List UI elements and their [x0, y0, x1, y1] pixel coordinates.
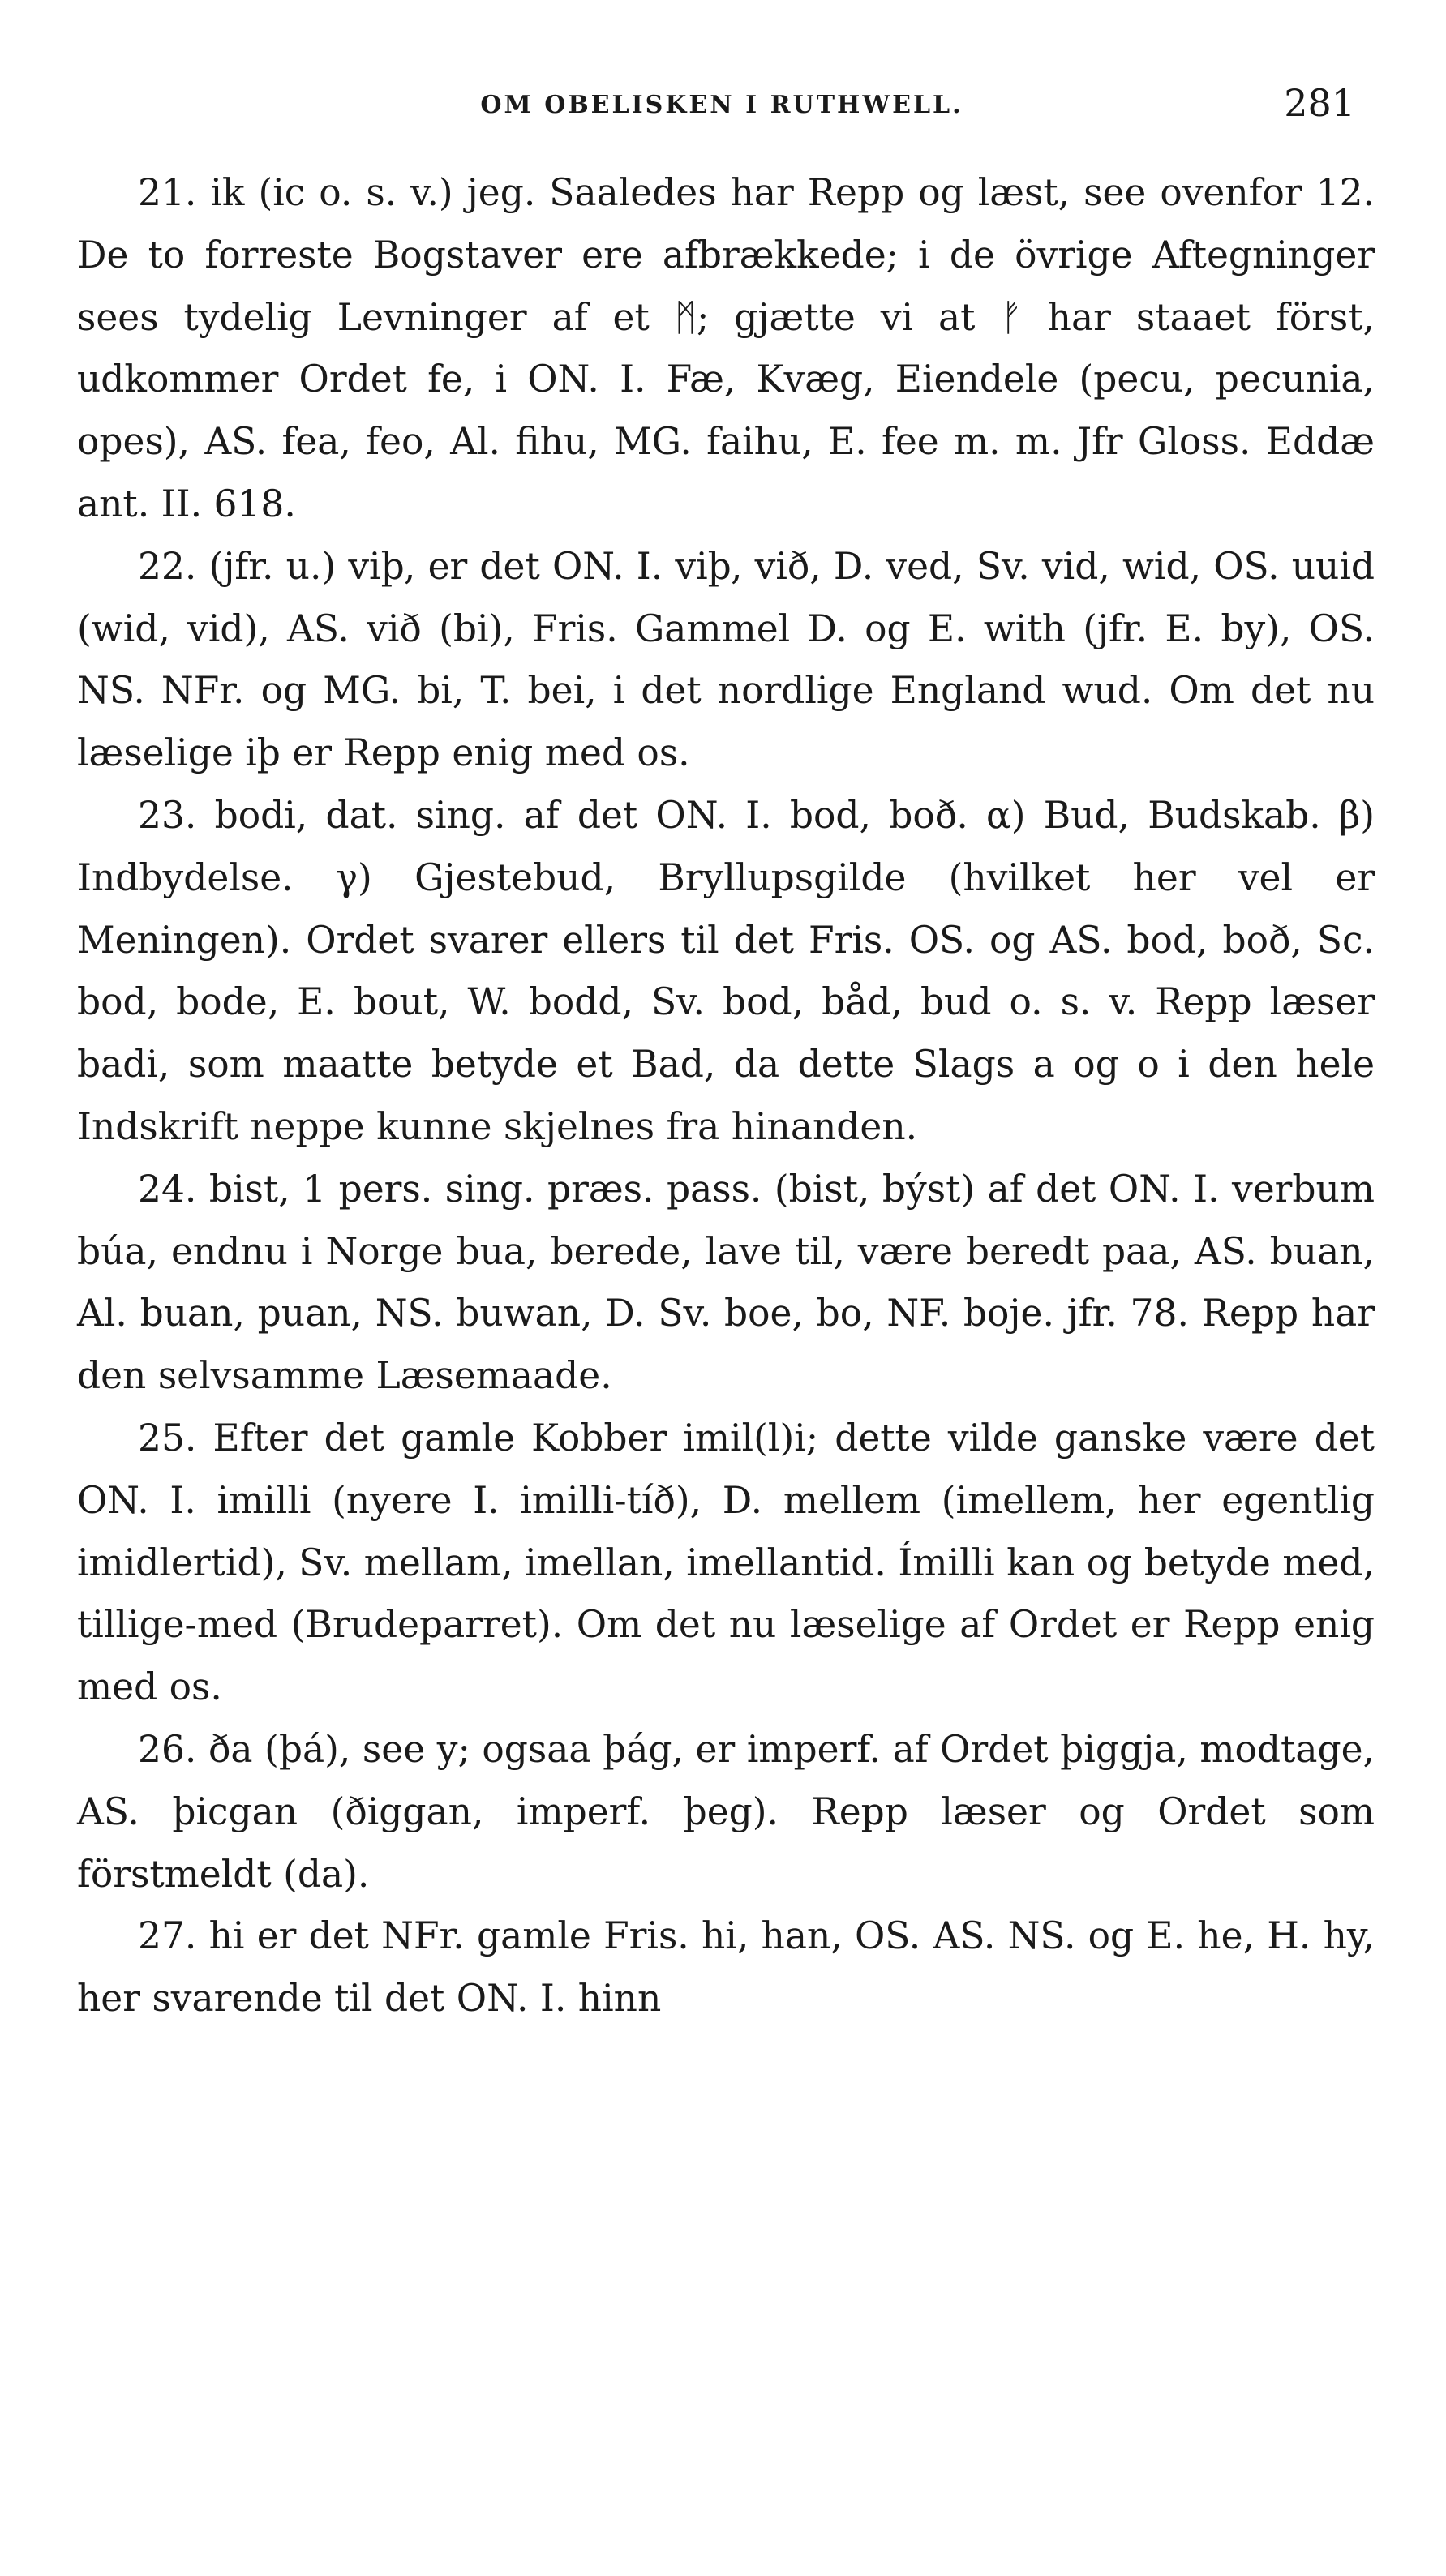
entry-21: [77, 162, 1375, 536]
entry-23: [77, 785, 1375, 1159]
running-header: OM OBELISKEN I RUTHWELL.: [480, 91, 963, 119]
entry-number: 25.: [138, 1416, 197, 1459]
entry-text: bist, 1 pers. sing. præs. pass. (bist, býst) af det ON. I. verbum búa, endnu i Norge bua, berede, lave til, være beredt paa, AS. buan, Al. buan, puan, NS. buwan, D. Sv. boe, bo, NF. boje. jfr. 78. Repp har den selvsamme Læsemaade.: [77, 1167, 1375, 1398]
entry-number: 26.: [138, 1727, 197, 1771]
entry-number: 27.: [138, 1914, 197, 1958]
entry-number: 23.: [138, 793, 197, 837]
entry-27: [77, 1905, 1375, 2030]
page-number: 281: [1284, 81, 1355, 125]
body-text: [77, 162, 1375, 2030]
entry-text: Efter det gamle Kobber imil(l)i; dette vilde ganske være det ON. I. imilli (nyere I. imilli-tíð), D. mellem (imellem, her egentlig imidlertid), Sv. mellam, imellan, imellantid. Ímilli kan og betyde med, tillige-med (Brudeparret). Om det nu læselige af Ordet er Repp enig med os.: [77, 1416, 1375, 1709]
entry-text: (jfr. u.) viþ, er det ON. I. viþ, við, D. ved, Sv. vid, wid, OS. uuid (wid, vid), AS. við (bi), Fris. Gammel D. og E. with (jfr. E. by), OS. NS. NFr. og MG. bi, T. bei, i det nordlige England wud. Om det nu læselige iþ er Repp enig med os.: [77, 544, 1375, 775]
entry-number: 24.: [138, 1167, 197, 1211]
entry-number: 21.: [138, 171, 197, 214]
entry-22: [77, 536, 1375, 785]
entry-number: 22.: [138, 544, 197, 588]
entry-text: hi er det NFr. gamle Fris. hi, han, OS. AS. NS. og E. he, H. hy, her svarende til det ON. I. hinn: [77, 1914, 1375, 2021]
entry-24: [77, 1159, 1375, 1408]
entry-text: bodi, dat. sing. af det ON. I. bod, boð. α) Bud, Budskab. β) Indbydelse. γ) Gjestebud, Bryllupsgilde (hvilket her vel er Meningen). Ordet svarer ellers til det Fris. OS. og AS. bod, boð, Sc. bod, bode, E. bout, W. bodd, Sv. bod, båd, bud o. s. v. Repp læser badi, som maatte betyde et Bad, da dette Slags a og o i den hele Indskrift neppe kunne skjelnes fra hinanden.: [77, 793, 1375, 1148]
entry-text: ik (ic o. s. v.) jeg. Saaledes har Repp og læst, see ovenfor 12. De to forreste Bogstaver ere afbrækkede; i de övrige Aftegninger sees tydelig Levninger af et ᛗ; gjætte vi at ᚠ har staaet först, udkommer Ordet fe, i ON. I. Fæ, Kvæg, Eiendele (pecu, pecunia, opes), AS. fea, feo, Al. fihu, MG. faihu, E. fee m. m. Jfr Gloss. Eddæ ant. II. 618.: [77, 171, 1375, 525]
entry-25: [77, 1408, 1375, 1719]
entry-26: [77, 1719, 1375, 1905]
entry-text: ða (þá), see y; ogsaa þág, er imperf. af Ordet þiggja, modtage, AS. þicgan (ðiggan, imperf. þeg). Repp læser og Ordet som förstmeldt (da).: [77, 1727, 1375, 1896]
